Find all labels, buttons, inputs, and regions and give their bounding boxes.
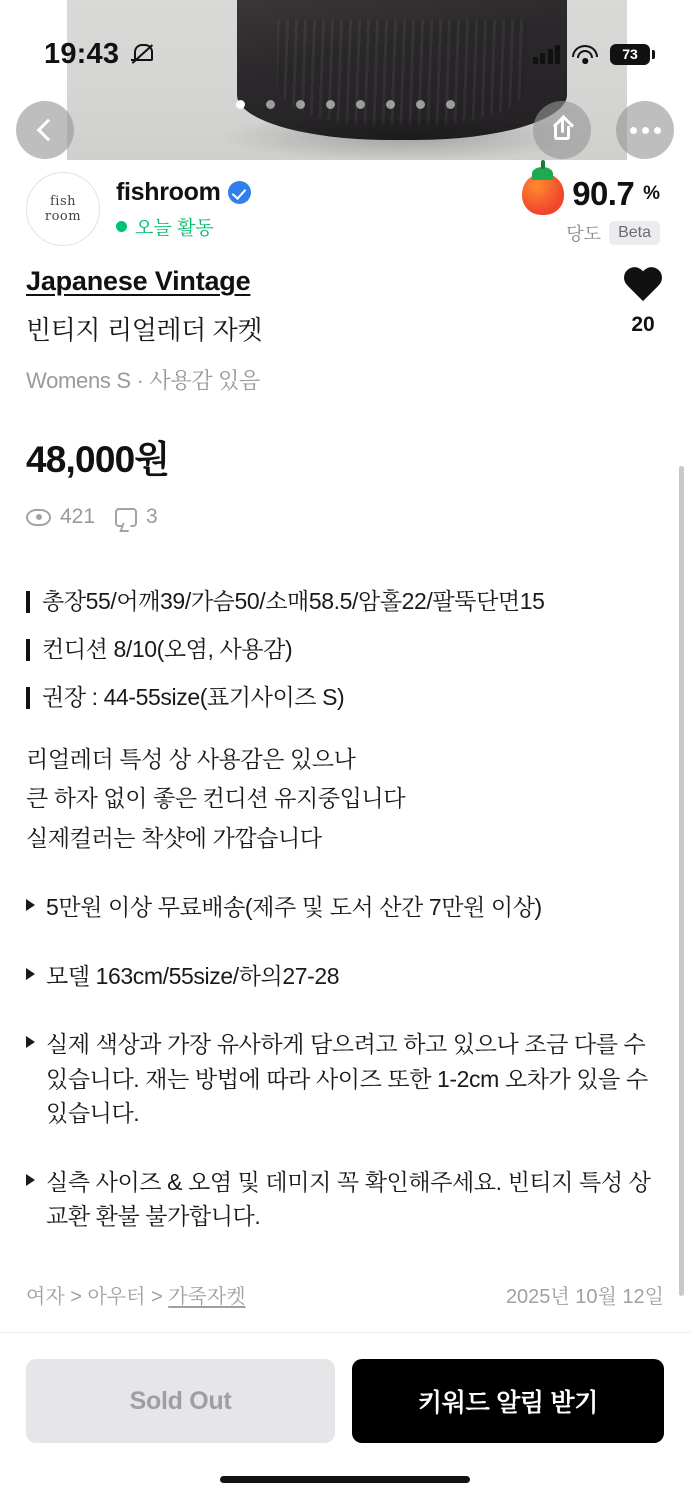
seller-score-value: 90.7: [572, 174, 635, 212]
seller-activity-label: 오늘 활동: [135, 218, 214, 239]
bottom-action-bar: [0, 1332, 690, 1500]
cellular-signal-icon: [533, 44, 561, 64]
like-count: 20: [631, 313, 655, 336]
breadcrumb-part-2[interactable]: 아우터: [87, 1285, 146, 1308]
seller-score-unit: %: [643, 182, 660, 204]
spec-bullet-icon: [26, 639, 30, 661]
home-indicator[interactable]: [220, 1476, 470, 1483]
carousel-dot[interactable]: [236, 100, 245, 109]
product-info: [0, 252, 690, 529]
photo-shadow: [217, 120, 587, 160]
avatar-line-1: fish: [49, 194, 76, 209]
spec-text: 컨디션 8/10(오염, 사용감): [42, 636, 293, 663]
seller-score-label: 당도: [566, 223, 602, 244]
carousel-dot[interactable]: [416, 100, 425, 109]
triangle-bullet-icon: [26, 899, 35, 911]
more-options-button[interactable]: [616, 101, 674, 159]
description-bullet: [26, 959, 664, 994]
bullet-text: 실측 사이즈 & 오염 및 데미지 꼭 확인해주세요. 빈티지 특성 상 교환 환불 불가합니다.: [46, 1168, 651, 1230]
scrollbar[interactable]: [679, 466, 684, 1296]
description-paragraph: 큰 하자 없이 좋은 컨디션 유지중입니다: [26, 785, 406, 812]
avatar[interactable]: [26, 172, 100, 246]
keyword-alert-button[interactable]: 키워드 알림 받기: [352, 1359, 664, 1443]
seller-info[interactable]: [116, 178, 522, 240]
carousel-dot[interactable]: [356, 100, 365, 109]
breadcrumb[interactable]: [26, 1280, 246, 1309]
carousel-dot[interactable]: [326, 100, 335, 109]
more-horizontal-icon: [630, 127, 661, 134]
clock-time: 19:43: [44, 37, 120, 70]
strawberry-icon: [522, 173, 564, 215]
seller-score[interactable]: [522, 173, 660, 246]
spec-text: 총장55/어깨39/가슴50/소매58.5/암홀22/팔뚝단면15: [42, 588, 545, 614]
view-count: [26, 505, 95, 529]
carousel-dot[interactable]: [446, 100, 455, 109]
status-bar-right: [533, 44, 651, 65]
product-brand[interactable]: Japanese Vintage: [26, 266, 251, 296]
breadcrumb-separator: >: [70, 1285, 88, 1308]
comment-icon: [115, 508, 137, 527]
carousel-dot[interactable]: [296, 100, 305, 109]
status-bar-left: [44, 38, 153, 71]
page-title: 빈티지 리얼레더 자켓: [26, 315, 263, 345]
spec-bullet-icon: [26, 687, 30, 709]
avatar-line-2: room: [44, 209, 82, 224]
carousel-pagination[interactable]: [0, 100, 690, 109]
breadcrumb-part-1[interactable]: 여자: [26, 1285, 65, 1308]
status-bar: [0, 34, 690, 74]
seller-activity: [116, 213, 522, 240]
sold-out-button: Sold Out: [26, 1359, 335, 1443]
eye-icon: [26, 509, 51, 526]
triangle-bullet-icon: [26, 1174, 35, 1186]
view-count-value: 421: [60, 505, 96, 528]
heart-filled-icon[interactable]: [622, 268, 664, 306]
comment-count-value: 3: [146, 505, 158, 528]
share-icon: [550, 116, 574, 144]
back-button[interactable]: [16, 101, 74, 159]
seller-row[interactable]: [0, 160, 690, 252]
seller-score-top: [522, 173, 660, 215]
description-paragraph: 실제컬러는 착샷에 가깝습니다: [26, 824, 322, 851]
share-button[interactable]: [533, 101, 591, 159]
breadcrumb-part-3[interactable]: 가죽자켓: [168, 1285, 246, 1308]
spec-line: [26, 585, 664, 617]
product-description: [0, 585, 690, 1234]
carousel-dot[interactable]: [266, 100, 275, 109]
spec-line: [26, 633, 664, 665]
chevron-left-icon: [36, 119, 59, 142]
online-dot-icon: [116, 221, 127, 232]
product-meta: Womens S · 사용감 있음: [26, 368, 261, 393]
posted-date: 2025년 10월 12일: [505, 1285, 664, 1308]
bullet-text: 모델 163cm/55size/하의27-28: [46, 962, 340, 989]
carousel-dot[interactable]: [386, 100, 395, 109]
seller-score-bottom: [522, 220, 660, 246]
description-bullet: [26, 890, 664, 925]
bullet-text: 5만원 이상 무료배송(제주 및 도서 산간 7만원 이상): [46, 894, 542, 921]
breadcrumb-separator: >: [150, 1285, 169, 1308]
bell-muted-icon: [131, 42, 153, 66]
description-bullet: [26, 1027, 664, 1131]
seller-name-row[interactable]: [116, 178, 522, 207]
like-button[interactable]: [622, 268, 664, 337]
spec-line: [26, 681, 664, 713]
comment-count: [115, 505, 158, 529]
wifi-icon: [572, 45, 598, 64]
description-bullet: [26, 1165, 664, 1234]
product-stats: [26, 505, 664, 529]
spec-text: 권장 : 44-55size(표기사이즈 S): [42, 684, 345, 711]
seller-name[interactable]: fishroom: [116, 178, 221, 206]
triangle-bullet-icon: [26, 968, 35, 980]
description-paragraph: 리얼레더 특성 상 사용감은 있으나: [26, 745, 356, 772]
battery-indicator: 73: [610, 44, 650, 65]
spec-bullet-icon: [26, 591, 30, 613]
verified-badge-icon: [228, 181, 251, 204]
beta-badge: Beta: [609, 221, 660, 245]
breadcrumb-row: [0, 1280, 690, 1309]
bullet-text: 실제 색상과 가장 유사하게 담으려고 하고 있으나 조금 다를 수 있습니다. 재는 방법에 따라 사이즈 또한 1-2cm 오차가 있을 수 있습니다.: [46, 1031, 648, 1127]
product-price: 48,000원: [26, 439, 170, 480]
triangle-bullet-icon: [26, 1036, 35, 1048]
